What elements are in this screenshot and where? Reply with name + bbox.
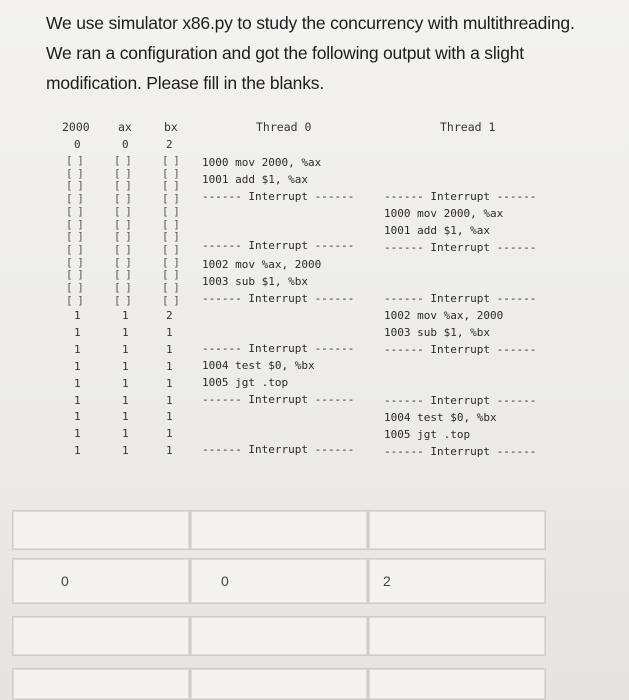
answer-box-r2c1[interactable]: 0 <box>12 558 190 604</box>
blank-cell: [ ] <box>162 281 179 294</box>
thread1-line: 1005 jgt .top <box>384 428 471 441</box>
value-cell: 1 <box>122 325 129 339</box>
blank-cell: [ ] <box>66 154 83 167</box>
thread0-line: ------ Interrupt ------ <box>202 239 355 252</box>
value-cell: 1 <box>74 376 81 390</box>
blank-cell: [ ] <box>114 204 131 218</box>
answer-box-r3c2[interactable] <box>190 616 368 656</box>
blank-cell: [ ] <box>66 293 83 307</box>
question-line-1: We use simulator x86.py to study the concurrency with multithreading. <box>46 13 575 33</box>
blank-cell: [ ] <box>114 293 131 307</box>
value-cell: 1 <box>122 427 129 441</box>
answer-box-r2c2[interactable]: 0 <box>190 558 368 604</box>
thread0-line: ------ Interrupt ------ <box>202 342 355 355</box>
simulator-trace <box>52 112 587 472</box>
blank-cell: [ ] <box>114 154 131 167</box>
value-cell: 1 <box>166 410 173 424</box>
blank-cell: [ ] <box>66 281 83 294</box>
answer-box-r1c2[interactable] <box>190 510 368 550</box>
thread0-line: ------ Interrupt ------ <box>202 190 355 203</box>
blank-cell: [ ] <box>162 230 179 244</box>
blank-cell: [ ] <box>66 192 83 206</box>
blank-cell: [ ] <box>162 154 179 167</box>
thread1-line: 1002 mov %ax, 2000 <box>384 309 504 322</box>
question-line-2: We ran a configuration and got the following output with a slight <box>46 43 524 63</box>
thread0-line: ------ Interrupt ------ <box>202 292 355 305</box>
blank-cell: [ ] <box>162 242 179 256</box>
thread0-line: 1002 mov %ax, 2000 <box>202 258 322 271</box>
thread0-line: ------ Interrupt ------ <box>202 443 355 456</box>
blank-cell: [ ] <box>114 268 131 282</box>
value-cell: 1 <box>122 309 129 322</box>
blank-cell: [ ] <box>66 268 83 282</box>
value-cell: 1 <box>122 410 129 424</box>
thread1-line: ------ Interrupt ------ <box>384 445 537 458</box>
thread1-line: ------ Interrupt ------ <box>384 292 537 305</box>
blank-cell: [ ] <box>162 179 179 193</box>
answer-box-r4c2[interactable] <box>190 668 368 700</box>
value-cell: 2 <box>166 309 173 322</box>
blank-cell: [ ] <box>114 255 131 269</box>
blank-cell: [ ] <box>162 204 179 218</box>
blank-cell: [ ] <box>162 217 179 231</box>
question-text <box>46 8 626 98</box>
thread1-line: 1004 test $0, %bx <box>384 411 497 424</box>
value-cell: 1 <box>74 309 81 322</box>
blank-cell: [ ] <box>162 255 179 269</box>
blank-cell: [ ] <box>114 179 131 193</box>
blank-cell: [ ] <box>162 192 179 206</box>
value-cell: 1 <box>74 393 81 407</box>
blank-cell: [ ] <box>66 166 83 180</box>
blank-cell: [ ] <box>114 230 131 244</box>
value-cell: 1 <box>166 393 173 407</box>
blank-cell: [ ] <box>66 230 83 244</box>
answer-box-r3c1[interactable] <box>12 616 190 656</box>
value-cell: 1 <box>122 376 129 390</box>
value-cell: 1 <box>122 359 129 373</box>
value-cell: 1 <box>166 444 173 458</box>
thread0-line: 1000 mov 2000, %ax <box>202 156 322 169</box>
value-cell: 1 <box>166 342 173 356</box>
value-cell: 1 <box>74 444 81 458</box>
value-cell: 1 <box>166 325 173 339</box>
header-ax: ax <box>118 120 132 134</box>
thread1-line: ------ Interrupt ------ <box>384 394 537 407</box>
blank-cell: [ ] <box>114 242 131 256</box>
blank-cell: [ ] <box>162 293 179 307</box>
value-cell: 1 <box>166 427 173 441</box>
blank-cell: [ ] <box>66 255 83 269</box>
blank-cell: [ ] <box>114 192 131 206</box>
answer-box-r1c1[interactable] <box>12 510 190 550</box>
thread0-line: 1003 sub $1, %bx <box>202 275 308 288</box>
thread0-line: 1001 add $1, %ax <box>202 173 308 186</box>
thread1-line: 1003 sub $1, %bx <box>384 326 490 339</box>
thread0-line: 1004 test $0, %bx <box>202 359 315 372</box>
value-cell: 1 <box>74 427 81 441</box>
value-cell: 1 <box>166 376 173 390</box>
blank-cell: [ ] <box>114 166 131 180</box>
thread0-line: 1005 jgt .top <box>202 376 289 389</box>
value-cell: 1 <box>74 359 81 373</box>
header-thread0: Thread 0 <box>256 120 312 134</box>
value-cell: 1 <box>166 359 173 373</box>
value-cell: 1 <box>122 342 129 356</box>
row0-ax: 0 <box>122 138 129 151</box>
answer-box-r4c3[interactable] <box>368 668 546 700</box>
value-cell: 1 <box>122 393 129 407</box>
header-bx: bx <box>164 120 178 134</box>
blank-cell: [ ] <box>114 217 131 231</box>
thread1-line: ------ Interrupt ------ <box>384 343 537 356</box>
thread1-line: 1000 mov 2000, %ax <box>384 207 504 220</box>
answer-box-r4c1[interactable] <box>12 668 190 700</box>
value-cell: 1 <box>74 325 81 339</box>
header-thread1: Thread 1 <box>440 120 496 134</box>
value-cell: 1 <box>74 342 81 356</box>
thread1-line: ------ Interrupt ------ <box>384 241 537 254</box>
blank-cell: [ ] <box>114 281 131 294</box>
answer-box-r2c3[interactable]: 2 <box>368 558 546 604</box>
row0-bx: 2 <box>166 138 173 151</box>
blank-cell: [ ] <box>66 204 83 218</box>
row0-2000: 0 <box>74 138 81 151</box>
blank-cell: [ ] <box>162 166 179 180</box>
blank-cell: [ ] <box>66 217 83 231</box>
blank-cell: [ ] <box>66 242 83 256</box>
value-cell: 1 <box>74 410 81 424</box>
blank-cell: [ ] <box>162 268 179 282</box>
thread1-line: 1001 add $1, %ax <box>384 224 490 237</box>
blank-cell: [ ] <box>66 179 83 193</box>
answer-box-r3c3[interactable] <box>368 616 546 656</box>
question-line-3: modification. Please fill in the blanks. <box>46 73 324 93</box>
header-2000: 2000 <box>62 120 90 134</box>
answer-box-r1c3[interactable] <box>368 510 546 550</box>
thread1-line: ------ Interrupt ------ <box>384 190 537 203</box>
thread0-line: ------ Interrupt ------ <box>202 393 355 406</box>
value-cell: 1 <box>122 444 129 458</box>
